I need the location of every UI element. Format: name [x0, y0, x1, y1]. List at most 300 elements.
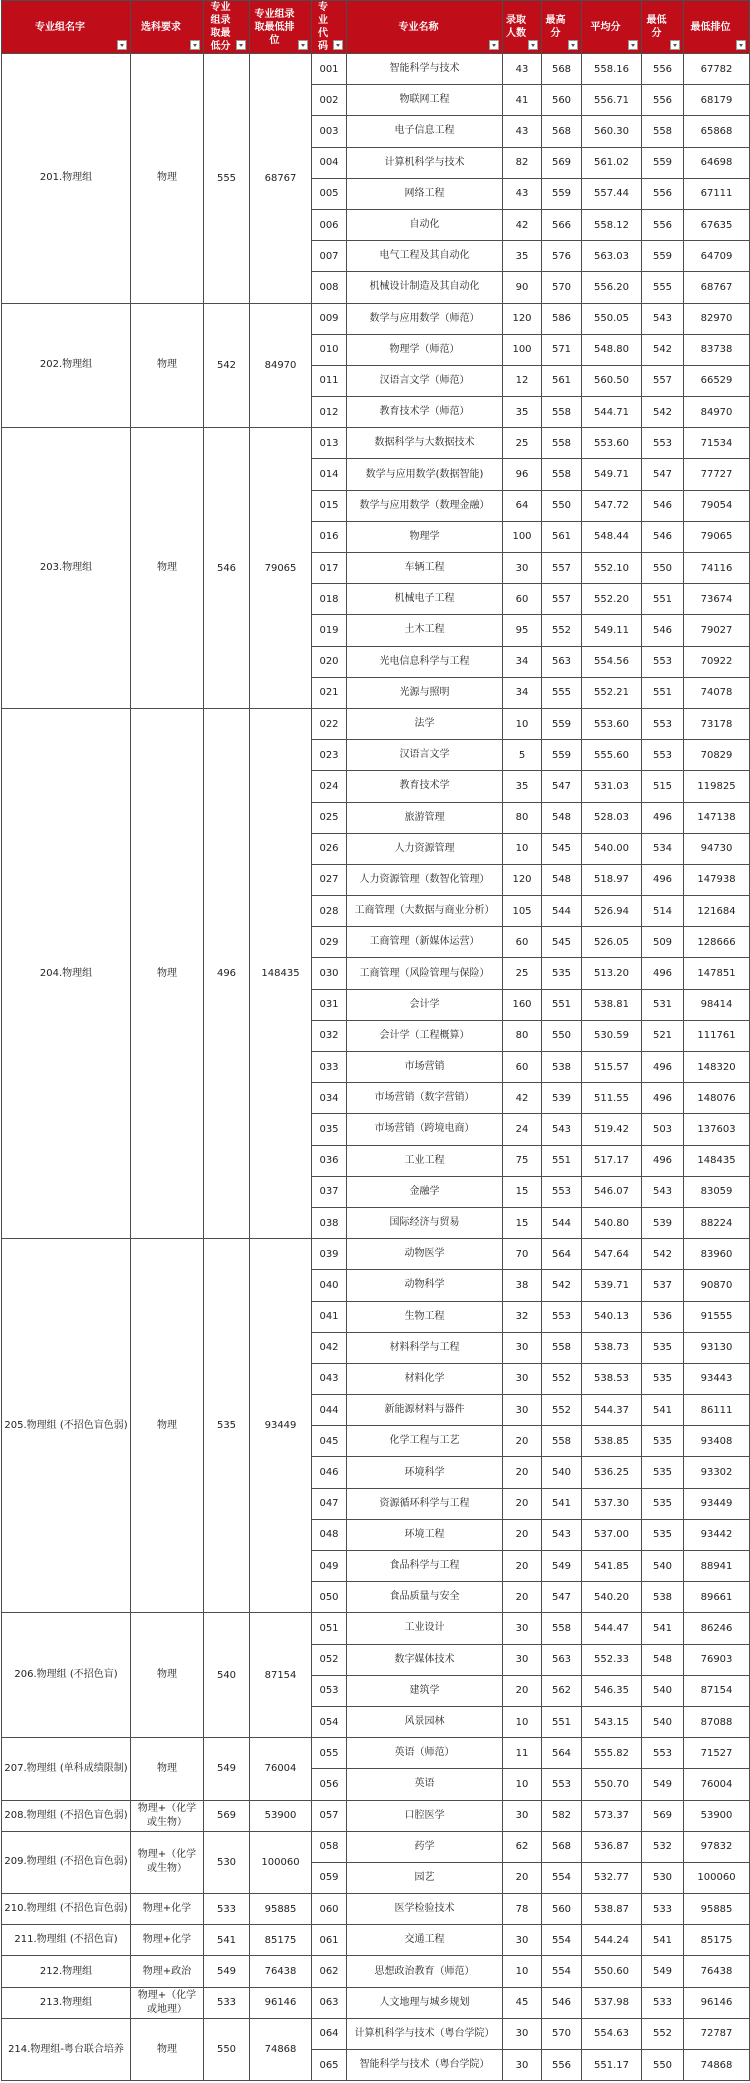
- max-score-cell: 554: [542, 1862, 582, 1893]
- group-min-rank-cell: 84970: [250, 303, 312, 428]
- major-name-cell: 口腔医学: [347, 1800, 503, 1831]
- code-cell: 061: [312, 1925, 347, 1956]
- max-score-cell: 540: [542, 1457, 582, 1488]
- min-rank-cell: 88224: [684, 1207, 750, 1238]
- min-rank-cell: 79054: [684, 490, 750, 521]
- major-name-cell: 市场营销: [347, 1052, 503, 1083]
- table-body: [2, 54, 750, 2081]
- table-row: [2, 1831, 750, 1862]
- admitted-count-cell: 20: [503, 1862, 542, 1893]
- major-name-cell: 机械设计制造及其自动化: [347, 272, 503, 303]
- group-min-rank-cell: 76438: [250, 1956, 312, 1987]
- group-name-cell: 207.物理组 (单科成绩限制): [2, 1738, 131, 1800]
- code-cell: 017: [312, 553, 347, 584]
- avg-score-cell: 536.25: [582, 1457, 642, 1488]
- code-cell: 010: [312, 334, 347, 365]
- code-cell: 008: [312, 272, 347, 303]
- min-score-cell: 556: [642, 54, 684, 85]
- min-score-cell: 535: [642, 1363, 684, 1394]
- min-score-cell: 533: [642, 1894, 684, 1925]
- max-score-cell: 543: [542, 1114, 582, 1145]
- major-name-cell: 市场营销（数字营销）: [347, 1083, 503, 1114]
- table-row: [2, 303, 750, 334]
- min-score-cell: 535: [642, 1426, 684, 1457]
- avg-score-cell: 532.77: [582, 1862, 642, 1893]
- code-cell: 048: [312, 1519, 347, 1550]
- subject-requirement-cell: 物理+政治: [131, 1956, 204, 1987]
- admitted-count-cell: 35: [503, 397, 542, 428]
- subject-requirement-cell: 物理+化学: [131, 1894, 204, 1925]
- table-row: [2, 428, 750, 459]
- min-score-cell: 553: [642, 646, 684, 677]
- max-score-cell: 544: [542, 1207, 582, 1238]
- major-name-cell: 人力资源管理: [347, 833, 503, 864]
- major-name-cell: 会计学（工程概算）: [347, 1020, 503, 1051]
- code-cell: 013: [312, 428, 347, 459]
- max-score-cell: 548: [542, 864, 582, 895]
- code-cell: 050: [312, 1582, 347, 1613]
- min-score-cell: 496: [642, 958, 684, 989]
- max-score-cell: 559: [542, 708, 582, 739]
- major-name-cell: 汉语言文学: [347, 740, 503, 771]
- group-min-rank-cell: 96146: [250, 1987, 312, 2018]
- max-score-cell: 557: [542, 584, 582, 615]
- min-score-cell: 496: [642, 802, 684, 833]
- subject-requirement-cell: 物理: [131, 708, 204, 1238]
- major-name-cell: 人文地理与城乡规划: [347, 1987, 503, 2018]
- max-score-cell: 568: [542, 116, 582, 147]
- max-score-cell: 550: [542, 1020, 582, 1051]
- max-score-cell: 562: [542, 1675, 582, 1706]
- min-rank-cell: 86246: [684, 1613, 750, 1644]
- avg-score-cell: 555.60: [582, 740, 642, 771]
- min-score-cell: 535: [642, 1332, 684, 1363]
- admitted-count-cell: 30: [503, 553, 542, 584]
- max-score-cell: 550: [542, 490, 582, 521]
- code-cell: 037: [312, 1176, 347, 1207]
- max-score-cell: 557: [542, 553, 582, 584]
- code-cell: 022: [312, 708, 347, 739]
- min-rank-cell: 67111: [684, 178, 750, 209]
- avg-score-cell: 530.59: [582, 1020, 642, 1051]
- max-score-cell: 546: [542, 1987, 582, 2018]
- avg-score-cell: 560.30: [582, 116, 642, 147]
- major-name-cell: 交通工程: [347, 1925, 503, 1956]
- major-name-cell: 工业工程: [347, 1145, 503, 1176]
- min-score-cell: 553: [642, 1738, 684, 1769]
- group-name-cell: 205.物理组 (不招色盲色弱): [2, 1239, 131, 1613]
- major-name-cell: 电子信息工程: [347, 116, 503, 147]
- max-score-cell: 561: [542, 365, 582, 396]
- min-rank-cell: 148076: [684, 1083, 750, 1114]
- max-score-cell: 544: [542, 896, 582, 927]
- min-rank-cell: 76004: [684, 1769, 750, 1800]
- avg-score-cell: 537.00: [582, 1519, 642, 1550]
- max-score-cell: 552: [542, 1395, 582, 1426]
- group-name-cell: 210.物理组 (不招色盲色弱): [2, 1894, 131, 1925]
- header-row: [2, 1, 750, 54]
- filter-dropdown-icon[interactable]: [489, 40, 499, 50]
- max-score-cell: 563: [542, 1644, 582, 1675]
- code-cell: 029: [312, 927, 347, 958]
- admitted-count-cell: 25: [503, 428, 542, 459]
- max-score-cell: 582: [542, 1800, 582, 1831]
- avg-score-cell: 552.21: [582, 677, 642, 708]
- code-cell: 034: [312, 1083, 347, 1114]
- avg-score-cell: 518.97: [582, 864, 642, 895]
- admitted-count-cell: 78: [503, 1894, 542, 1925]
- min-score-cell: 555: [642, 272, 684, 303]
- max-score-cell: 570: [542, 2018, 582, 2049]
- min-score-cell: 542: [642, 397, 684, 428]
- code-cell: 054: [312, 1706, 347, 1737]
- min-score-cell: 556: [642, 209, 684, 240]
- filter-dropdown-icon[interactable]: [628, 40, 638, 50]
- max-score-cell: 542: [542, 1270, 582, 1301]
- admitted-count-cell: 95: [503, 615, 542, 646]
- admitted-count-cell: 80: [503, 802, 542, 833]
- avg-score-cell: 548.80: [582, 334, 642, 365]
- table-row: [2, 1613, 750, 1644]
- group-name-cell: 201.物理组: [2, 54, 131, 304]
- major-name-cell: 数字媒体技术: [347, 1644, 503, 1675]
- min-rank-cell: 85175: [684, 1925, 750, 1956]
- min-rank-cell: 82970: [684, 303, 750, 334]
- min-score-cell: 549: [642, 1769, 684, 1800]
- min-rank-cell: 68767: [684, 272, 750, 303]
- min-score-cell: 551: [642, 677, 684, 708]
- group-min-rank-cell: 85175: [250, 1925, 312, 1956]
- min-rank-cell: 83738: [684, 334, 750, 365]
- max-score-cell: 535: [542, 958, 582, 989]
- subject-requirement-cell: 物理: [131, 1613, 204, 1738]
- code-cell: 058: [312, 1831, 347, 1862]
- subject-requirement-cell: 物理: [131, 54, 204, 304]
- admitted-count-cell: 38: [503, 1270, 542, 1301]
- group-min-score-cell: 569: [204, 1800, 250, 1831]
- max-score-cell: 564: [542, 1239, 582, 1270]
- major-name-cell: 土木工程: [347, 615, 503, 646]
- min-rank-cell: 97832: [684, 1831, 750, 1862]
- major-name-cell: 环境工程: [347, 1519, 503, 1550]
- group-name-cell: 206.物理组 (不招色盲): [2, 1613, 131, 1738]
- max-score-cell: 560: [542, 1894, 582, 1925]
- min-score-cell: 535: [642, 1488, 684, 1519]
- min-rank-cell: 128666: [684, 927, 750, 958]
- filter-dropdown-icon[interactable]: [568, 40, 578, 50]
- admitted-count-cell: 30: [503, 1800, 542, 1831]
- min-score-cell: 569: [642, 1800, 684, 1831]
- min-rank-cell: 67782: [684, 54, 750, 85]
- header-major-code: 专业代码: [312, 1, 347, 54]
- admitted-count-cell: 10: [503, 1769, 542, 1800]
- min-score-cell: 539: [642, 1207, 684, 1238]
- avg-score-cell: 526.94: [582, 896, 642, 927]
- avg-score-cell: 537.30: [582, 1488, 642, 1519]
- min-score-cell: 557: [642, 365, 684, 396]
- subject-requirement-cell: 物理+（化学或生物）: [131, 1831, 204, 1893]
- max-score-cell: 554: [542, 1956, 582, 1987]
- major-name-cell: 药学: [347, 1831, 503, 1862]
- max-score-cell: 570: [542, 272, 582, 303]
- major-name-cell: 会计学: [347, 989, 503, 1020]
- max-score-cell: 538: [542, 1052, 582, 1083]
- admitted-count-cell: 82: [503, 147, 542, 178]
- table-row: [2, 1800, 750, 1831]
- major-name-cell: 车辆工程: [347, 553, 503, 584]
- admitted-count-cell: 35: [503, 771, 542, 802]
- admitted-count-cell: 34: [503, 646, 542, 677]
- code-cell: 030: [312, 958, 347, 989]
- min-rank-cell: 93302: [684, 1457, 750, 1488]
- max-score-cell: 560: [542, 85, 582, 116]
- major-name-cell: 智能科学与技术: [347, 54, 503, 85]
- max-score-cell: 556: [542, 2050, 582, 2081]
- major-name-cell: 生物工程: [347, 1301, 503, 1332]
- max-score-cell: 554: [542, 1925, 582, 1956]
- min-rank-cell: 148435: [684, 1145, 750, 1176]
- min-rank-cell: 100060: [684, 1862, 750, 1893]
- min-score-cell: 514: [642, 896, 684, 927]
- min-score-cell: 550: [642, 553, 684, 584]
- major-name-cell: 金融学: [347, 1176, 503, 1207]
- min-rank-cell: 64698: [684, 147, 750, 178]
- admitted-count-cell: 34: [503, 677, 542, 708]
- major-name-cell: 建筑学: [347, 1675, 503, 1706]
- major-name-cell: 工商管理（风险管理与保险）: [347, 958, 503, 989]
- avg-score-cell: 517.17: [582, 1145, 642, 1176]
- code-cell: 020: [312, 646, 347, 677]
- avg-score-cell: 557.44: [582, 178, 642, 209]
- admitted-count-cell: 62: [503, 1831, 542, 1862]
- major-name-cell: 智能科学与技术（粤台学院）: [347, 2050, 503, 2081]
- subject-requirement-cell: 物理: [131, 428, 204, 709]
- code-cell: 059: [312, 1862, 347, 1893]
- min-rank-cell: 70922: [684, 646, 750, 677]
- admitted-count-cell: 43: [503, 116, 542, 147]
- min-rank-cell: 91555: [684, 1301, 750, 1332]
- min-score-cell: 496: [642, 1052, 684, 1083]
- admitted-count-cell: 30: [503, 1644, 542, 1675]
- min-score-cell: 496: [642, 1145, 684, 1176]
- admitted-count-cell: 43: [503, 54, 542, 85]
- admitted-count-cell: 60: [503, 1052, 542, 1083]
- max-score-cell: 558: [542, 1332, 582, 1363]
- min-rank-cell: 95885: [684, 1894, 750, 1925]
- group-min-rank-cell: 74868: [250, 2018, 312, 2080]
- header-group-min-rank: 专业组录取最低排位: [250, 1, 312, 54]
- group-min-score-cell: 549: [204, 1738, 250, 1800]
- code-cell: 026: [312, 833, 347, 864]
- group-name-cell: 214.物理组-粤台联合培养: [2, 2018, 131, 2080]
- group-min-rank-cell: 95885: [250, 1894, 312, 1925]
- avg-score-cell: 546.35: [582, 1675, 642, 1706]
- min-rank-cell: 148320: [684, 1052, 750, 1083]
- min-score-cell: 496: [642, 1083, 684, 1114]
- group-name-cell: 211.物理组 (不招色盲): [2, 1925, 131, 1956]
- group-min-rank-cell: 79065: [250, 428, 312, 709]
- admitted-count-cell: 20: [503, 1519, 542, 1550]
- avg-score-cell: 555.82: [582, 1738, 642, 1769]
- min-rank-cell: 94730: [684, 833, 750, 864]
- major-name-cell: 自动化: [347, 209, 503, 240]
- admitted-count-cell: 80: [503, 1020, 542, 1051]
- min-rank-cell: 83059: [684, 1176, 750, 1207]
- filter-dropdown-icon[interactable]: [298, 40, 308, 50]
- filter-dropdown-icon[interactable]: [528, 40, 538, 50]
- group-min-score-cell: 540: [204, 1613, 250, 1738]
- admitted-count-cell: 120: [503, 864, 542, 895]
- major-name-cell: 工业设计: [347, 1613, 503, 1644]
- subject-requirement-cell: 物理+（化学或地理）: [131, 1987, 204, 2018]
- code-cell: 065: [312, 2050, 347, 2081]
- group-min-score-cell: 549: [204, 1956, 250, 1987]
- min-rank-cell: 73674: [684, 584, 750, 615]
- code-cell: 042: [312, 1332, 347, 1363]
- header-major-name: 专业名称: [347, 1, 503, 54]
- avg-score-cell: 515.57: [582, 1052, 642, 1083]
- avg-score-cell: 546.07: [582, 1176, 642, 1207]
- avg-score-cell: 551.17: [582, 2050, 642, 2081]
- code-cell: 006: [312, 209, 347, 240]
- group-min-score-cell: 496: [204, 708, 250, 1238]
- min-score-cell: 536: [642, 1301, 684, 1332]
- code-cell: 005: [312, 178, 347, 209]
- major-name-cell: 数学与应用数学（数理金融）: [347, 490, 503, 521]
- code-cell: 023: [312, 740, 347, 771]
- major-name-cell: 法学: [347, 708, 503, 739]
- major-name-cell: 工商管理（大数据与商业分析）: [347, 896, 503, 927]
- avg-score-cell: 540.20: [582, 1582, 642, 1613]
- code-cell: 035: [312, 1114, 347, 1145]
- avg-score-cell: 561.02: [582, 147, 642, 178]
- major-name-cell: 食品质量与安全: [347, 1582, 503, 1613]
- min-score-cell: 556: [642, 85, 684, 116]
- min-rank-cell: 87088: [684, 1706, 750, 1737]
- min-score-cell: 509: [642, 927, 684, 958]
- table-row: [2, 1894, 750, 1925]
- min-rank-cell: 71527: [684, 1738, 750, 1769]
- avg-score-cell: 553.60: [582, 428, 642, 459]
- group-min-rank-cell: 93449: [250, 1239, 312, 1613]
- min-rank-cell: 71534: [684, 428, 750, 459]
- avg-score-cell: 544.47: [582, 1613, 642, 1644]
- major-name-cell: 新能源材料与器件: [347, 1395, 503, 1426]
- avg-score-cell: 554.63: [582, 2018, 642, 2049]
- avg-score-cell: 538.85: [582, 1426, 642, 1457]
- table-row: [2, 2018, 750, 2049]
- code-cell: 021: [312, 677, 347, 708]
- min-rank-cell: 65868: [684, 116, 750, 147]
- min-score-cell: 543: [642, 303, 684, 334]
- min-score-cell: 496: [642, 864, 684, 895]
- max-score-cell: 553: [542, 1769, 582, 1800]
- major-name-cell: 动物医学: [347, 1239, 503, 1270]
- avg-score-cell: 513.20: [582, 958, 642, 989]
- avg-score-cell: 544.71: [582, 397, 642, 428]
- min-rank-cell: 70829: [684, 740, 750, 771]
- min-rank-cell: 137603: [684, 1114, 750, 1145]
- min-rank-cell: 96146: [684, 1987, 750, 2018]
- admitted-count-cell: 60: [503, 584, 542, 615]
- table-row: [2, 1925, 750, 1956]
- major-name-cell: 光源与照明: [347, 677, 503, 708]
- group-name-cell: 212.物理组: [2, 1956, 131, 1987]
- filter-dropdown-icon[interactable]: [190, 40, 200, 50]
- major-name-cell: 英语: [347, 1769, 503, 1800]
- min-rank-cell: 68179: [684, 85, 750, 116]
- header-max-score: 最高分: [542, 1, 582, 54]
- min-rank-cell: 119825: [684, 771, 750, 802]
- filter-dropdown-icon[interactable]: [236, 40, 246, 50]
- min-score-cell: 553: [642, 708, 684, 739]
- min-score-cell: 559: [642, 147, 684, 178]
- max-score-cell: 561: [542, 521, 582, 552]
- admitted-count-cell: 20: [503, 1582, 542, 1613]
- code-cell: 041: [312, 1301, 347, 1332]
- filter-dropdown-icon[interactable]: [736, 40, 746, 50]
- admitted-count-cell: 42: [503, 1083, 542, 1114]
- code-cell: 052: [312, 1644, 347, 1675]
- min-rank-cell: 72787: [684, 2018, 750, 2049]
- filter-dropdown-icon[interactable]: [117, 40, 127, 50]
- avg-score-cell: 544.37: [582, 1395, 642, 1426]
- avg-score-cell: 537.98: [582, 1987, 642, 2018]
- code-cell: 032: [312, 1020, 347, 1051]
- major-name-cell: 英语（师范）: [347, 1738, 503, 1769]
- admitted-count-cell: 30: [503, 1925, 542, 1956]
- max-score-cell: 555: [542, 677, 582, 708]
- code-cell: 040: [312, 1270, 347, 1301]
- min-rank-cell: 79065: [684, 521, 750, 552]
- avg-score-cell: 550.60: [582, 1956, 642, 1987]
- min-score-cell: 515: [642, 771, 684, 802]
- max-score-cell: 553: [542, 1176, 582, 1207]
- avg-score-cell: 552.10: [582, 553, 642, 584]
- min-rank-cell: 90870: [684, 1270, 750, 1301]
- admitted-count-cell: 100: [503, 521, 542, 552]
- major-name-cell: 物理学: [347, 521, 503, 552]
- admitted-count-cell: 105: [503, 896, 542, 927]
- code-cell: 039: [312, 1239, 347, 1270]
- max-score-cell: 548: [542, 802, 582, 833]
- min-rank-cell: 73178: [684, 708, 750, 739]
- max-score-cell: 551: [542, 989, 582, 1020]
- group-min-score-cell: 533: [204, 1894, 250, 1925]
- code-cell: 047: [312, 1488, 347, 1519]
- min-score-cell: 535: [642, 1519, 684, 1550]
- code-cell: 014: [312, 459, 347, 490]
- min-score-cell: 533: [642, 1987, 684, 2018]
- min-score-cell: 534: [642, 833, 684, 864]
- code-cell: 033: [312, 1052, 347, 1083]
- avg-score-cell: 550.05: [582, 303, 642, 334]
- filter-dropdown-icon[interactable]: [333, 40, 343, 50]
- min-score-cell: 547: [642, 459, 684, 490]
- min-score-cell: 530: [642, 1862, 684, 1893]
- min-score-cell: 549: [642, 1956, 684, 1987]
- filter-dropdown-icon[interactable]: [670, 40, 680, 50]
- admission-score-table: [1, 0, 750, 2081]
- subject-requirement-cell: 物理: [131, 303, 204, 428]
- max-score-cell: 558: [542, 428, 582, 459]
- avg-score-cell: 531.03: [582, 771, 642, 802]
- min-score-cell: 521: [642, 1020, 684, 1051]
- max-score-cell: 547: [542, 1582, 582, 1613]
- min-score-cell: 535: [642, 1457, 684, 1488]
- admitted-count-cell: 120: [503, 303, 542, 334]
- code-cell: 038: [312, 1207, 347, 1238]
